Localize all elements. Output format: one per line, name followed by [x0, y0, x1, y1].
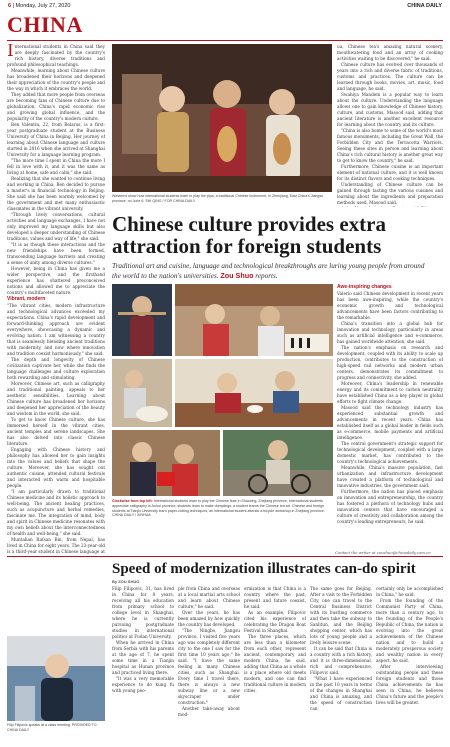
main-story-column-3 [337, 44, 443, 207]
main-story-column-4 [337, 284, 443, 546]
contact-note: Contact the writer at zoushuo@chinadaily.com.cn [335, 550, 431, 555]
paragraph: Ben Valentin, 22, from Belarus, is a first-year postgraduate student at the Business University of China in Beijing. Her journey of learning about Chinese language and culture started in 2016 when she arrived at Shanghai University for a language learning program. [7, 122, 105, 157]
montage-photo-dumplings [112, 359, 172, 427]
main-byline: Zou Shuo [220, 271, 254, 280]
paragraph: They added that more people from overseas are becoming fans of Chinese culture due to globalization, China's rapid economic rise and growing global influence, and the popularity of the country's modern culture. [7, 92, 105, 121]
top-photo-pipa-class [112, 44, 332, 192]
second-story-column-4 [310, 586, 372, 740]
second-story-column-5 [376, 586, 443, 740]
paragraph: Furthermore, Chinese cuisine is an important element of national culture, and it is well known for its distinct flavors and cooking techniques. [337, 164, 443, 181]
second-story-column-3 [244, 586, 306, 740]
section-rule [7, 40, 443, 41]
paragraph: When he arrived in China from Serbia with his parents at the age of 7, he spent some time in a Tianjin hospital as Hunan province and practiced living there. [112, 640, 174, 675]
paragraph: "China is also home to some of the world's most famous monuments, including the Great Wall, the Forbidden City and the Terracotta Warriors. Seeing these sites in person and learning about China's rich cultural history is another great way to get to know the country," he said. [337, 128, 443, 163]
paragraph: Chinese culture has evolved over thousands of years into a rich and diverse fabric of traditions, customs and practices. The culture can be learned through books, movies, art, music, food and language, he said. [337, 62, 443, 91]
paragraph: ple from China and overseas at a local martial arts school and learn about Chinese culture," he said. [178, 586, 240, 609]
paragraph: Furthermore, the nation has placed emphasis on innovation and entrepreneurship, the country has fostered a plethora of technology hubs and innovation centers that have encouraged a culture of creativity and collaboration among the country's leading entrepreneurs, he said. [337, 489, 443, 524]
page-number: 6 [8, 3, 12, 9]
paragraph: Engaging with Chinese history and philosophy has allowed her to gain insights into the values and beliefs that shape the culture. Moreover, she has sought out authentic cuisine, attended cultural festivals and interacted with warm and hospitable people. [7, 447, 105, 488]
paragraph: It can be said that China is a country with a rich history, and it is three-dimensional, rich and comprehensive, Filipovic said. [310, 646, 372, 675]
masthead: CHINA DAILY [407, 3, 442, 9]
montage-photo-tea-art [175, 359, 333, 427]
second-headline: Speed of modernization illustrates can-do spirit [112, 561, 416, 577]
paragraph: "Through lively conversations, cultural activities and language exchanges, I have not only improved my language skills but also developed a deeper understanding of Chinese traditions, values and way of life," she said. [7, 212, 105, 241]
drop-cap: I [7, 44, 14, 61]
paragraph: ua, Chinese tea's amazing natural scenery, mouthwatering food and an array of cooking activities waiting to be discovered," he said. [337, 44, 443, 61]
filipovic-caption: Filip Filipovic speaks at a class meeting. PROVIDED TO CHINA DAILY [7, 723, 97, 732]
paragraph: Another take-away about mod- [178, 706, 240, 717]
paragraph: Masood said the technology industry has experienced substantial growth and advancements in recent years. China has established itself as a global leader in fields such as e-commerce, mobile payments and artificial intelligence. [337, 405, 443, 440]
paragraph: "The Ningbo, Jiangsu province, I visited five years ago was completely different city to the one I saw for the first time 10 years ago," he said. "I have the same feeling in many Chinese cities, such as Shanghai. Every time I travel there, there is always a new subway line or a new skyscraper under construction." [178, 628, 240, 705]
paragraph: "The more time I spent in China the more I fell in love with it, and it was the same as living at home, safe and calm," she said. [7, 158, 105, 175]
paragraph: certainly only be accomplished in China," he said. [376, 586, 443, 597]
paragraph: Swahiya Mandem is a popular way to learn about the culture. Understanding the language allows one to gain knowledge of Chinese history, culture, and customs, Masood said, adding that ancient literature is another excellent resource for learning about the country and its culture. [337, 92, 443, 127]
paragraph: International students in China said they are deeply fascinated by the country's rich history, diverse traditions and profound philosophical teachings. [7, 44, 105, 67]
paragraph: The depth and longevity of Chinese civilization captivate her, while she finds the language challenges and culture exploration both rewarding and stimulating. [7, 357, 105, 380]
issue-date: | Monday, July 27, 2020 [12, 3, 71, 9]
second-byline: By ZOU SHUO [112, 579, 140, 584]
filipovic-photo [7, 636, 105, 721]
paragraph: Meanwhile, China's massive population, fast urbanization and infrastructure development have created a platform of technological and innovative industries, the government said. [337, 465, 443, 488]
paragraph: The three places, which are less than a kilometer from each other, represent ancient, contemporary and modern China, he said, adding that China as a whole is a place where old meets modern, and one can find traditional culture in modern cities. [244, 634, 306, 693]
paragraph: Meanwhile, learning about Chinese culture has broadened their horizons and deepened their appreciation of the country's people and the way in which it embraces the world. [7, 68, 105, 91]
montage-photo-flute [112, 284, 172, 356]
paragraph: As an example, Filipovic cited his experience of celebrating the Dragon Boat Festival in Shanghai. [244, 610, 306, 633]
montage-caption: Clockwise from top left: International students learn to play the Chinese flute in Shaoxing, Zhejiang province; international students appreciate calligraphy in Anhui province; students learn to make dumplings; a student learns the Chinese tea art. Chinese and foreign students at Tianjin University learn paper-cutting techniques; an international student attends a bicycle workshop in Zhejiang province. CHINA DAILY / XINHUA [112, 499, 325, 518]
paragraph: ernization is that China is a country where the past, present and future coexist, he said. [244, 586, 306, 609]
paragraph: Realizing that she wanted to continue living and working in China, Ben decided to pursue a master's in financial technology in Beijing. She said she has been warmly welcomed by the government and met many enthusiastic classmates in the vibrant university. [7, 176, 105, 211]
paragraph: Muntahan Rafsan Bin, from Nepal, has lived in China for eight years. The 23-year-old is a third-year student in Chinese language at [7, 537, 105, 554]
main-headline: Chinese culture provides extra attraction for foreign students [112, 212, 386, 258]
subhead-awe: Awe-inspiring changes [337, 284, 392, 290]
main-deck: Traditional art and cuisine, language and technological breakthroughs are luring young people from around the world to the nation's universities. Zou Shuo reports. [112, 262, 425, 280]
paragraph: Filip Filipovic, 31, has lived in China for 8 years, receiving all his education from primary school to college level in Shanghai, where he is currently pursuing postgraduate studies in international politics at Fudan University. [112, 586, 174, 639]
paragraph: Moreover, China's leadership in renewable energy and its commitment to carbon neutrality have established China as a key player in global efforts to fight climate change. [337, 381, 443, 404]
second-story-rule [7, 556, 443, 557]
paragraph: From the founding of the Communist Party of China, more than a century ago, to the founding of the People's Republic of China, the nation is evolving into the great achievements of the Chinese nation and to build a moderately prosperous society and wealthy nation in every aspect, he said. [376, 598, 443, 663]
paragraph: Valerio said Chinese development in recent years has been awe-inspiring, while the country's economic growth and technological advancements have been factors contributing to the remarkable. [337, 291, 443, 320]
second-story-column-2 [178, 586, 240, 740]
montage-photo-bicycle [223, 430, 333, 496]
paragraph: China's transition into a global hub for innovation and technology, particularly in areas such as artificial intelligence and e-commerce, has gained worldwide attention, she said. [337, 321, 443, 344]
paragraph: "It is as though these interactions and the new friendships have been formed, transcending language barriers and creating a sense of unity among diverse cultures." [7, 242, 105, 265]
paragraph: However, being in China has given me a wider perspective, and the firsthand experience has shattered preconceived notions and allowed me to appreciate the country's multifaceted nature. [7, 266, 105, 295]
main-story-column-1 [7, 44, 105, 554]
paragraph: Understanding of Chinese culture can be gained through tasting the various cuisines and learning about the ingredients and preparation methods used, Masood said. [337, 182, 443, 205]
top-photo-caption: Westerns show how international students learn to play the pipa, a traditional Chinese instrument, in Zhenjiang, East China's Jiangsu province, on June 6. SHI QING / FOR CHINA DAILY [112, 194, 324, 203]
page-header [0, 0, 450, 12]
subhead-vibrant: Vibrant, modern [7, 296, 46, 302]
paragraph: Over the years, he has been amazed by how quickly the country has developed. [178, 610, 240, 627]
paragraph: "It was a very memorable experience to do kung fu with young peo- [112, 676, 174, 693]
paragraph: "The vibrant cities, modern infrastructure and technological advances exceeded my expectations. China's rapid development and forward-thinking approach are evident everywhere, showcasing a dynamic and evolving nation. I am witnessing a country that is seamlessly blending ancient traditions with modernity, and now where innovation and tradition coexist harmoniously," she said. [7, 303, 105, 356]
paragraph: The central government's strategic support for technological development, coupled with a large domestic market, has contributed to the country's technological achievements. [337, 441, 443, 464]
paragraph: To get to know Chinese culture, she has immersed herself in the vibrant cities, ancient temples and serene landscapes. She has also delved into classic Chinese literature. [7, 417, 105, 446]
paragraph: Moreover, Chinese art, such as calligraphy and traditional painting, appeals to her aesthetic sensibilities. Learning about Chinese culture has broadened her horizons and deepened her appreciation of the beauty and wisdom in the world, she said. [7, 381, 105, 416]
paragraph: "I am particularly drawn to traditional Chinese medicine and its holistic approach to well-being. The ancient healing practices, such as acupuncture and herbal remedies, fascinate me. The integration of mind, body and spirit in Chinese medicine resonates with my own beliefs about the interconnectedness of health and well-being," she said. [7, 489, 105, 536]
paragraph [337, 206, 443, 207]
montage-photo-paper-cutting [112, 430, 220, 496]
paragraph: After interviewing outstanding people and these foreign students and those China achievements he has seen in China, he believes China's future and the people's lives will be greater. [376, 664, 443, 705]
paragraph: The same goes for Beijing. After a visit to the Forbidden City, one can travel to the Central Business District with its bustling commerce and then take the subway to Sanlitun, and the Beijing shopping center, which has lots of young people and a lively leisure scene. [310, 586, 372, 645]
paragraph: The nation's emphasis on research and development, coupled with its ability to scale up production, contributes to the construction of high-speed rail networks and modern urban centers, demonstrates its commitment to progress and connectivity, she added. [337, 345, 443, 380]
montage-photo-calligraphy [175, 284, 333, 356]
section-title: CHINA [7, 12, 83, 37]
second-story-column-1 [112, 586, 174, 740]
paragraph: "What I have experienced in the past 10 years in terms of the changes in Shanghai and China is amazing, and the speed of construction can [310, 676, 372, 711]
